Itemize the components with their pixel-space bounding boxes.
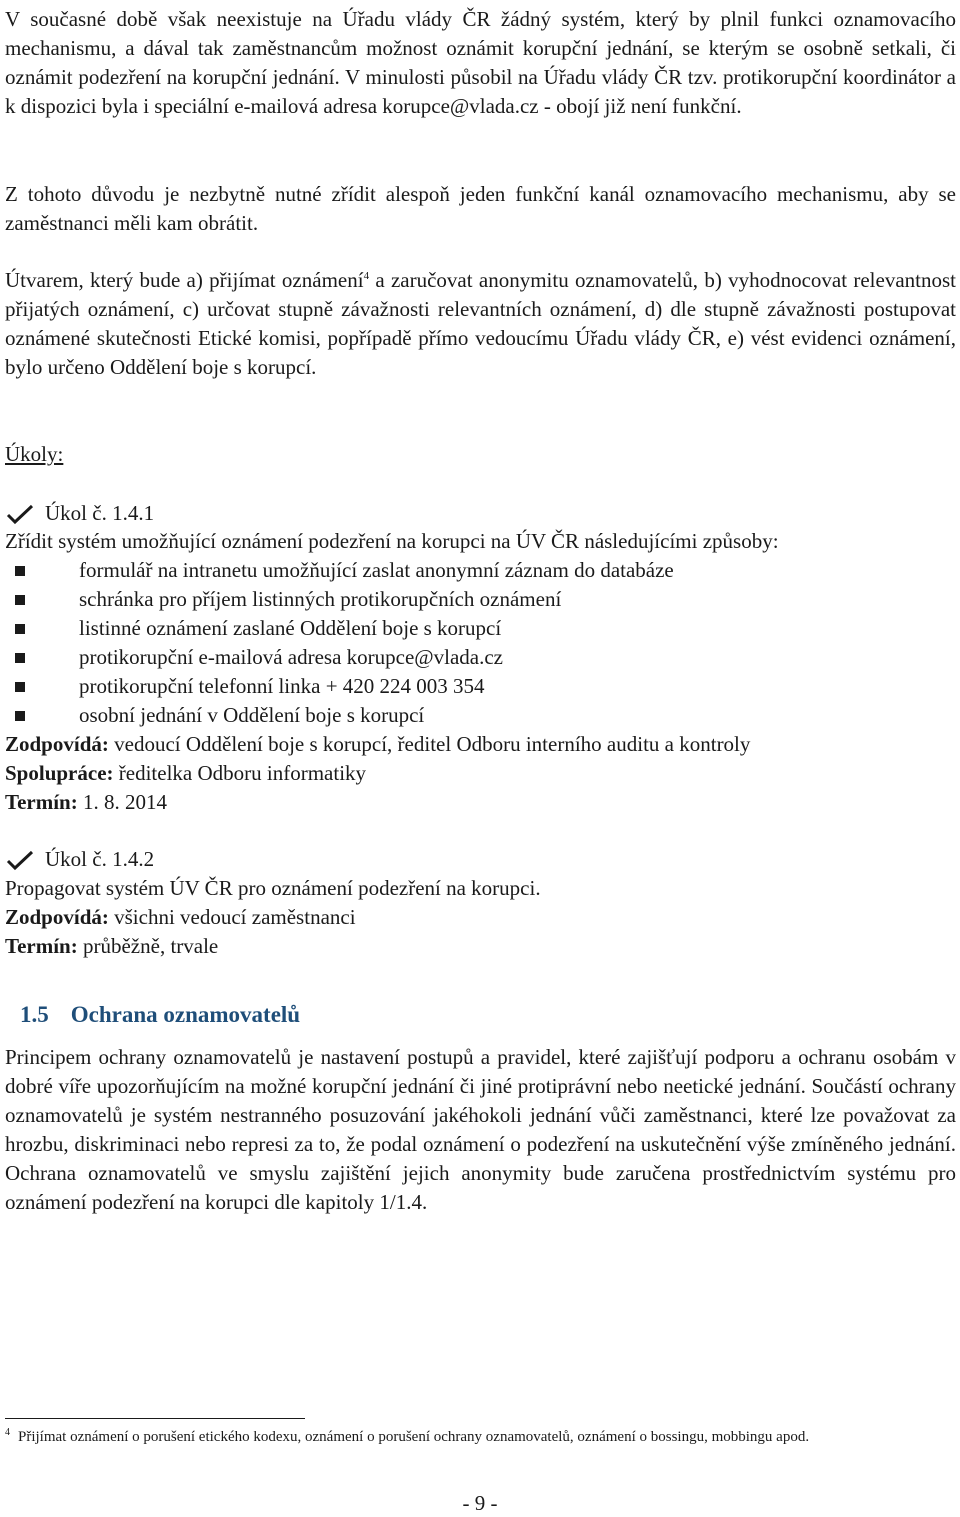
responsible-label: Zodpovídá: <box>5 732 109 756</box>
task-1-deadline <box>5 788 956 817</box>
task-2-responsible <box>5 903 956 932</box>
list-item-text: listinné oznámení zaslané Oddělení boje s korupcí <box>79 616 502 640</box>
tasks-heading: Úkoly: <box>5 442 64 466</box>
list-item <box>5 585 674 614</box>
deadline-value: 1. 8. 2014 <box>77 790 167 814</box>
list-item <box>5 701 674 730</box>
list-item-text: schránka pro příjem listinných protikorupčních oznámení <box>79 587 562 611</box>
paragraph-department <box>5 266 956 382</box>
list-item <box>5 614 674 643</box>
square-bullet-icon <box>15 566 25 576</box>
paragraph-necessity: Z tohoto důvodu je nezbytně nutné zřídit alespoň jeden funkční kanál oznamovacího mechanismu, aby se zaměstnanci měli kam obrátit. <box>5 182 956 235</box>
list-item <box>5 556 674 585</box>
paragraph-department-rest: a zaručovat anonymitu oznamovatelů, b) vyhodnocovat relevantnost přijatých oznámení, c) určovat stupně závažnosti relevantních oznámení, d) dle stupně závažnosti postupovat oznámené skutečnosti Etické komisi, popřípadě přímo vedoucímu Úřadu vlády ČR, e) vést evidenci oznámení, bylo určeno Oddělení boje s korupcí. <box>5 268 956 379</box>
section-paragraph: Principem ochrany oznamovatelů je nastavení postupů a pravidel, které zajišťují podporu a ochranu osobám v dobré víře upozorňujícím na možné korupční jednání či jiné protiprávní nebo neetické jednání. Součástí ochrany oznamovatelů je systém nestranného posuzování jakéhokoli jednání vůči zaměstnanci, které lze považovat za hrozbu, diskriminaci nebo represi za to, že podal oznámení o podezření na uskutečnění výše zmíněného jednání. Ochrana oznamovatelů ve smyslu zajištění jejich anonymity bude zaručena prostřednictvím systému pro oznámení podezření na korupci dle kapitoly 1/1.4. <box>5 1045 956 1214</box>
footnote-reference: 4 <box>363 270 370 282</box>
responsible-value: všichni vedoucí zaměstnanci <box>108 905 356 929</box>
deadline-value: průběžně, trvale <box>77 934 219 958</box>
square-bullet-icon <box>15 653 25 663</box>
square-bullet-icon <box>15 711 25 721</box>
list-item-text: protikorupční telefonní linka + 420 224 003 354 <box>79 674 485 698</box>
list-item <box>5 672 674 701</box>
list-item-text: osobní jednání v Oddělení boje s korupcí <box>79 703 425 727</box>
square-bullet-icon <box>15 682 25 692</box>
task-1-title <box>5 499 154 528</box>
paragraph-department-start: Útvarem, který bude a) přijímat oznámení <box>5 268 364 292</box>
deadline-label: Termín: <box>5 934 78 958</box>
footnote-text: Přijímat oznámení o porušení etického kodexu, oznámení o porušení ochrany oznamovatelů, oznámení o bossingu, mobbingu apod. <box>18 1429 810 1445</box>
footnote-divider <box>5 1418 305 1419</box>
task-1-bullet-list <box>5 556 674 730</box>
list-item-text: protikorupční e-mailová adresa korupce@vlada.cz <box>79 645 503 669</box>
task-2-title-text: Úkol č. 1.4.2 <box>45 847 155 871</box>
section-title: Ochrana oznamovatelů <box>70 1002 301 1027</box>
checkmark-icon <box>5 849 35 871</box>
responsible-value: vedoucí Oddělení boje s korupcí, ředitel Odboru interního auditu a kontroly <box>108 732 751 756</box>
footnote <box>5 1426 956 1448</box>
task-2-title <box>5 845 154 874</box>
deadline-label: Termín: <box>5 790 78 814</box>
task-1-cooperation <box>5 759 956 788</box>
task-1-title-text: Úkol č. 1.4.1 <box>45 501 155 525</box>
cooperation-label: Spolupráce: <box>5 761 114 785</box>
task-2-deadline <box>5 932 956 961</box>
paragraph-intro: V současné době však neexistuje na Úřadu vlády ČR žádný systém, který by plnil funkci oznamovacího mechanismu, a dával tak zaměstnancům možnost oznámit korupční jednání, se kterým se osobně setkali, či oznámit podezření na korupční jednání. V minulosti působil na Úřadu vlády ČR tzv. protikorupční koordinátor a k dispozici byla i speciální e-mailová adresa korupce@vlada.cz - obojí již není funkční. <box>5 7 956 118</box>
section-number: 1.5 <box>20 1002 49 1027</box>
list-item-text: formulář na intranetu umožňující zaslat anonymní záznam do databáze <box>79 558 674 582</box>
cooperation-value: ředitelka Odboru informatiky <box>113 761 367 785</box>
task-1-description: Zřídit systém umožňující oznámení podezření na korupci na ÚV ČR následujícími způsoby: <box>5 529 779 553</box>
page-number: - 9 - <box>462 1491 498 1515</box>
square-bullet-icon <box>15 624 25 634</box>
responsible-label: Zodpovídá: <box>5 905 109 929</box>
section-heading <box>20 1000 300 1030</box>
square-bullet-icon <box>15 595 25 605</box>
task-2-description: Propagovat systém ÚV ČR pro oznámení podezření na korupci. <box>5 876 541 900</box>
task-1-responsible <box>5 730 956 759</box>
checkmark-icon <box>5 503 35 525</box>
list-item <box>5 643 674 672</box>
footnote-marker: 4 <box>5 1427 10 1438</box>
